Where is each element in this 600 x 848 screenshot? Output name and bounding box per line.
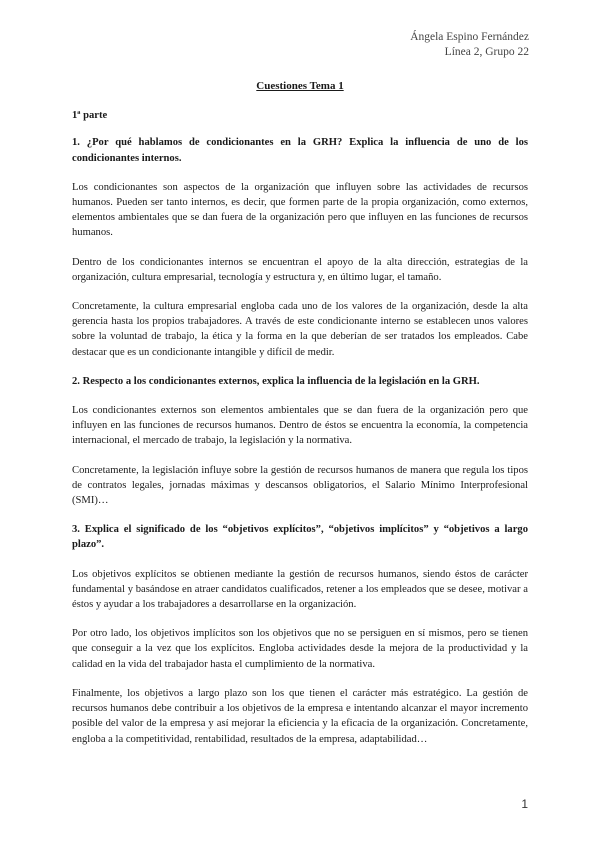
q3-paragraph: Finalmente, los objetivos a largo plazo son los que tienen el carácter más estratégico. La gestión de recursos humanos debe contribuir a los objetivos de la empresa e intentando alcanzar el mayor incremento posible del valor de la empresa y así mejorar la eficiencia y la eficacia de la organización. Concretamente, engloba a la competitividad, rentabilidad, resultados de la empresa, adaptabilidad… — [72, 687, 528, 745]
q3-paragraph: Por otro lado, los objetivos implícitos son los objetivos que no se persiguen en sí mismos, pero se tienen que conseguir a la vez que los explícitos. Engloba actividades desde la mejora de la productividad y la calidad en la vida del trabajador hasta el cumplimiento de la normativa. — [72, 628, 528, 670]
part-heading: 1ª parte — [72, 110, 108, 122]
page-number: 1 — [521, 797, 528, 811]
author-name: Ángela Espino Fernández — [410, 31, 529, 43]
q3-paragraph: Los objetivos explícitos se obtienen mediante la gestión de recursos humanos, siendo éstos de carácter fundamental y basándose en atraer candidatos cualificados, retener a los empleados que se desee, motivar a éstos y ayudar a los trabajadores a desarrollarse en la organización. — [72, 568, 528, 611]
document-body — [72, 79, 528, 761]
question-1: 1. ¿Por qué hablamos de condicionantes en la GRH? Explica la influencia de uno de los condicionantes internos. — [72, 137, 528, 164]
q1-paragraph: Concretamente, la cultura empresarial engloba cada uno de los valores de la organización, desde la alta gerencia hasta los propios trabajadores. A través de este condicionante interno se establecen unos valores sobre la voluntad de trabajo, la ética y la forma en la que deberían de ser tratados los empleados. Cabe destacar que es un condicionante intangible y difícil de medir. — [72, 301, 528, 358]
q2-paragraph: Concretamente, la legislación influye sobre la gestión de recursos humanos de manera que regula los tipos de contratos legales, jornadas máximas y descansos obligatorios, el Salario Mínimo Interprofesional (SMI)… — [72, 464, 528, 507]
question-3: 3. Explica el significado de los “objetivos explícitos”, “objetivos implícitos” y “objetivos a largo plazo”. — [72, 524, 528, 551]
page-header — [410, 30, 529, 60]
question-2: 2. Respecto a los condicionantes externos, explica la influencia de la legislación en la GRH. — [72, 375, 480, 387]
q2-paragraph: Los condicionantes externos son elementos ambientales que se dan fuera de la organización pero que influyen en las funciones de recursos humanos. Dentro de éstos se encuentra la economía, la competencia internacional, el mercado de trabajo, la legislación y la normativa. — [72, 405, 528, 447]
q1-paragraph: Los condicionantes son aspectos de la organización que influyen sobre las actividades de recursos humanos. Pueden ser tanto internos, es decir, que formen parte de la propia organización, como externos, elementos ambientales que se dan fuera de la organización pero que influyen en las funciones de recursos humanos. — [72, 181, 528, 239]
q1-paragraph: Dentro de los condicionantes internos se encuentran el apoyo de la alta dirección, estrategias de la organización, cultura empresarial, tecnología y estructura y, en último lugar, el tamaño. — [72, 256, 528, 283]
group-info: Línea 2, Grupo 22 — [444, 46, 529, 58]
document-title: Cuestiones Tema 1 — [256, 80, 344, 92]
